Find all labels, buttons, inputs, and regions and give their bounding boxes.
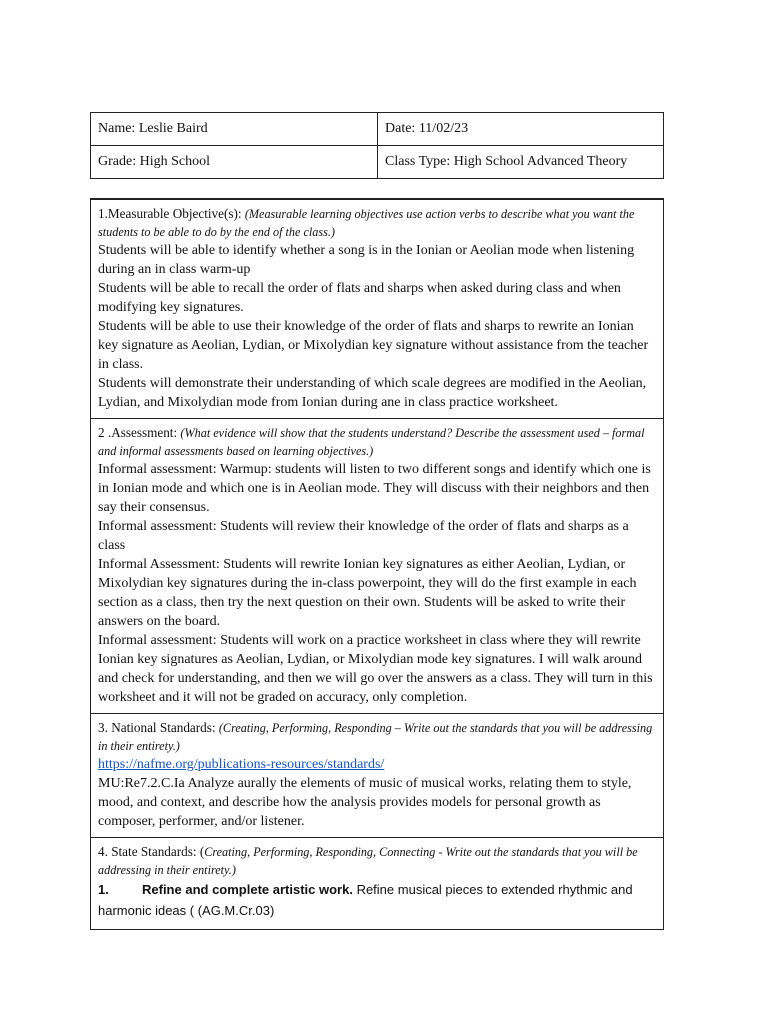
objective-item: Students will be able to identify whether a song is in the Ionian or Aeolian mode when listening during an in class warm-up	[98, 243, 635, 277]
state-standard-number: 1.	[98, 882, 109, 897]
assessment-note: (What evidence will show that the students understand? Describe the assessment used – formal and informal assessments based on learning objectives.)	[98, 426, 645, 458]
assessment-heading	[98, 424, 656, 460]
objective-item: Students will be able to recall the order of flats and sharps when asked during class and when modifying key signatures.	[98, 281, 621, 315]
national-standards-section	[91, 713, 663, 837]
objectives-title: 1.Measurable Objective(s):	[98, 206, 245, 221]
lesson-plan-table	[90, 198, 664, 930]
assessment-item: Informal assessment: Students will review their knowledge of the order of flats and sharps as a class	[98, 519, 629, 553]
objectives-note: (Measurable learning objectives use action verbs to describe what you want the students to be able to do by the end of the class.)	[98, 207, 635, 239]
state-standards-title: 4. State Standards: (	[98, 844, 205, 859]
objectives-section	[91, 200, 663, 418]
state-standard-bold: Refine and complete artistic work.	[142, 882, 353, 897]
class-type-field: Class Type: High School Advanced Theory	[378, 146, 664, 179]
name-field: Name: Leslie Baird	[91, 113, 378, 146]
assessment-item: Informal assessment: Students will work on a practice worksheet in class where they will rewrite Ionian key signatures as Aeolian, Lydian, or Mixolydian mode key signatures. I will walk around and check for understanding, and then we will go over the answers as a class. They will turn in this worksheet and it will not be graded on accuracy, only completion.	[98, 633, 653, 705]
state-standard-text: Refine musical pieces to extended rhythmic and harmonic ideas ( (AG.M.Cr.03)	[98, 882, 633, 918]
national-standards-note: (Creating, Performing, Responding – Write out the standards that you will be addressing in their entirety.)	[98, 721, 653, 753]
state-standard-item	[98, 879, 656, 921]
objectives-heading	[98, 205, 656, 241]
national-standard-text: MU:Re7.2.C.Ia Analyze aurally the elements of music of musical works, relating them to style, mood, and context, and describe how the analysis provides models for personal growth as composer, performer, and/or listener.	[98, 776, 632, 829]
objective-item: Students will demonstrate their understanding of which scale degrees are modified in the Aeolian, Lydian, and Mixolydian mode from Ionian during ane in class practice worksheet.	[98, 376, 647, 410]
state-standards-note: Creating, Performing, Responding, Connecting - Write out the standards that you will be addressing in their entirety.)	[98, 845, 638, 877]
assessment-item: Informal Assessment: Students will rewrite Ionian key signatures as either Aeolian, Lydian, or Mixolydian key signatures during the in-class powerpoint, they will do the first example in each section as a class, then try the next question on their own. Students will be asked to write their answers on the board.	[98, 557, 637, 629]
date-field: Date: 11/02/23	[378, 113, 664, 146]
national-standards-title: 3. National Standards:	[98, 720, 219, 735]
national-standards-heading	[98, 719, 656, 755]
grade-field: Grade: High School	[91, 146, 378, 179]
objective-item: Students will be able to use their knowledge of the order of flats and sharps to rewrite an Ionian key signature as Aeolian, Lydian, or Mixolydian key signature without assistance from the teacher in class.	[98, 319, 649, 372]
state-standards-section	[91, 837, 663, 929]
assessment-section	[91, 418, 663, 713]
assessment-item: Informal assessment: Warmup: students will listen to two different songs and identify which one is in Ionian mode and which one is in Aeolian mode. They will discuss with their neighbors and then say their consensus.	[98, 462, 651, 515]
standards-link[interactable]: https://nafme.org/publications-resources/standards/	[98, 757, 385, 772]
assessment-title: 2 .Assessment:	[98, 425, 181, 440]
header-table	[90, 112, 664, 179]
state-standards-heading	[98, 843, 656, 879]
